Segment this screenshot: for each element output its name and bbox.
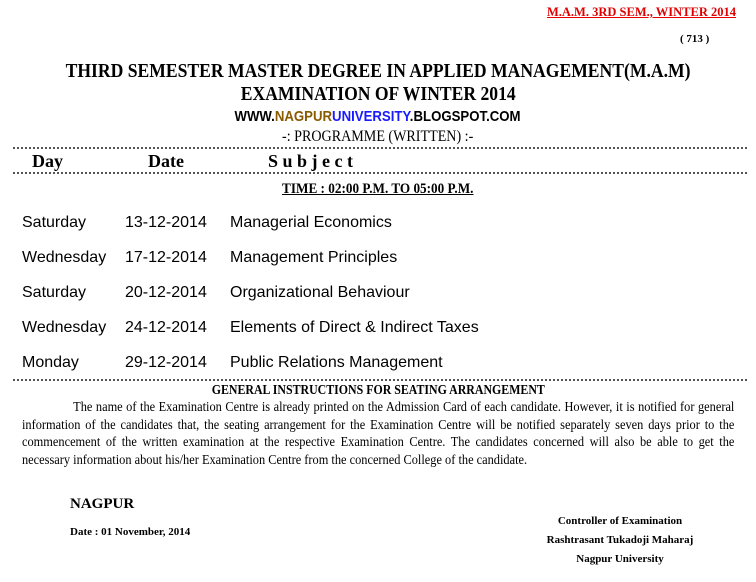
row-day: Wednesday	[22, 319, 107, 336]
col-header-date: Date	[148, 151, 184, 171]
website-prefix: WWW.	[234, 108, 276, 125]
row-day: Saturday	[22, 214, 87, 231]
row-day: Wednesday	[22, 249, 107, 266]
place: NAGPUR	[70, 496, 135, 512]
exam-time-text: TIME : 02:00 P.M. TO 05:00 P.M.	[282, 181, 474, 197]
col-header-day: Day	[32, 151, 63, 171]
row-day: Saturday	[22, 284, 87, 301]
row-day: Monday	[22, 354, 79, 371]
col-header-subject: S u b j e c t	[268, 151, 353, 171]
website-link[interactable]	[0, 108, 756, 125]
row-date: 17-12-2014	[125, 249, 207, 266]
row-subject: Management Principles	[230, 249, 398, 266]
title-line-2	[0, 84, 756, 105]
signatory-university-line2: Nagpur University	[576, 553, 664, 565]
row-date: 24-12-2014	[125, 319, 207, 336]
course-tag: M.A.M. 3RD SEM., WINTER 2014	[546, 5, 736, 19]
title-line-1	[0, 61, 756, 82]
programme-label	[0, 128, 756, 146]
divider	[13, 147, 747, 149]
programme-text: -: PROGRAMME (WRITTEN) :-	[282, 128, 474, 145]
title-line-2-text: EXAMINATION OF WINTER 2014	[240, 83, 516, 105]
instructions-body-text: The name of the Examination Centre is already printed on the Admission Card of each candidate. However, it is notified for general information of the candidates that, the seating arrangement for the Examination Centre will be notified separately seven days prior to the commencement of the written examination at the respective Examination Centre. The candidates concerned will also be able to get the necessary information about his/her Examination Centre from the concerned College of the candidate.	[22, 399, 735, 467]
row-subject: Elements of Direct & Indirect Taxes	[230, 319, 479, 336]
row-subject: Organizational Behaviour	[230, 284, 410, 301]
row-date: 13-12-2014	[125, 214, 207, 231]
instructions-body	[22, 398, 734, 468]
issue-date: Date : 01 November, 2014	[70, 526, 191, 538]
website-part2: UNIVERSITY	[332, 108, 411, 125]
row-date: 29-12-2014	[125, 354, 207, 371]
instructions-heading-text: GENERAL INSTRUCTIONS FOR SEATING ARRANGEMENT	[211, 382, 545, 397]
row-subject: Public Relations Management	[230, 354, 443, 371]
divider	[13, 379, 747, 381]
instructions-heading	[0, 382, 756, 397]
table-row	[0, 248, 756, 268]
signatory-title: Controller of Examination	[557, 515, 683, 527]
paper-code: ( 713 )	[680, 33, 710, 45]
exam-time	[0, 181, 756, 198]
divider	[13, 172, 747, 174]
table-row	[0, 283, 756, 303]
table-row	[0, 318, 756, 338]
table-row	[0, 353, 756, 373]
website-suffix: .BLOGSPOT.COM	[410, 108, 522, 125]
row-date: 20-12-2014	[125, 284, 207, 301]
title-line-1-text: THIRD SEMESTER MASTER DEGREE IN APPLIED MANAGEMENT(M.A.M)	[65, 60, 691, 82]
website-part1: NAGPUR	[275, 108, 333, 125]
signatory-university-line1: Rashtrasant Tukadoji Maharaj	[546, 534, 694, 546]
table-row	[0, 213, 756, 233]
row-subject: Managerial Economics	[230, 214, 392, 231]
